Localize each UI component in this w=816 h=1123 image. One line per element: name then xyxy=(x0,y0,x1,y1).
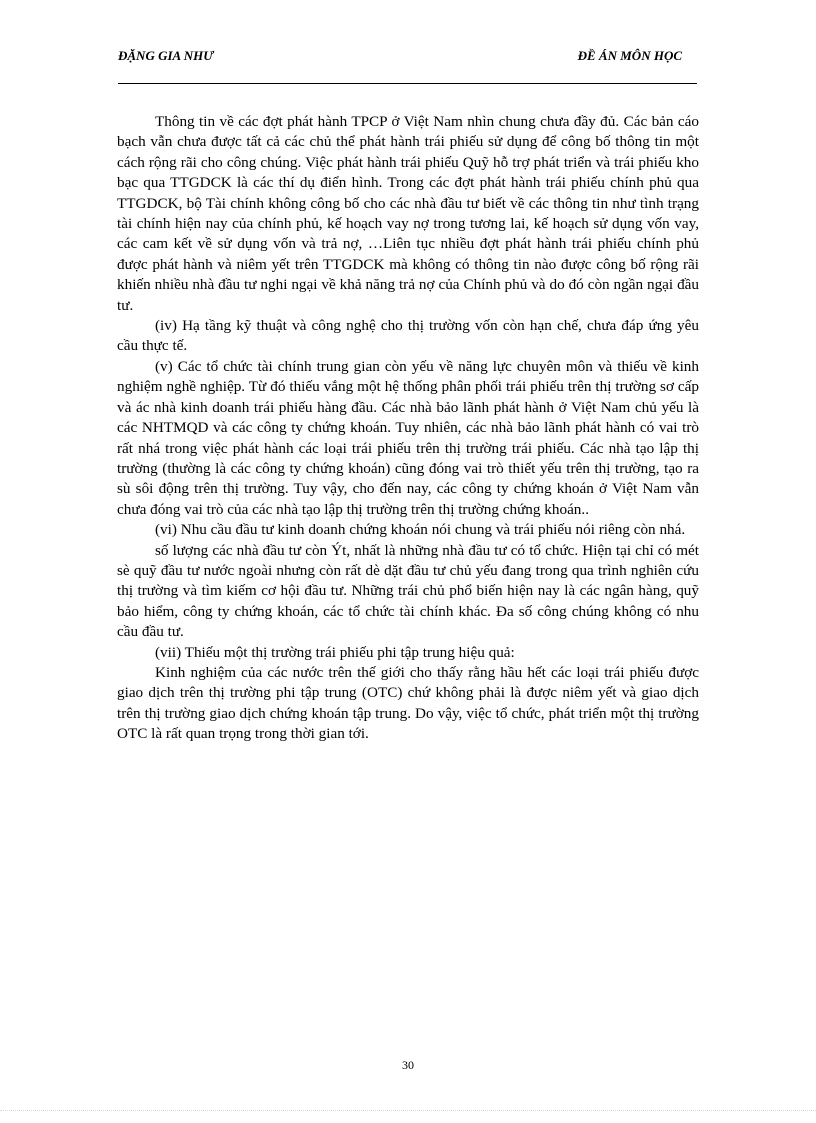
paragraph-otc-heading: (vii) Thiếu một thị trường trái phiếu phi tập trung hiệu quả: xyxy=(155,643,515,661)
page-bottom-border xyxy=(0,1110,816,1111)
paragraph-investors: số lượng các nhà đầu tư còn Ýt, nhất là những nhà đầu tư có tổ chức. Hiện tại chỉ có mét sè quỹ đầu tư nước ngoài nhưng còn rất dè dặt đầu tư chủ yếu đang trong qua trình nghiên cứu thị trường và tìm kiếm cơ hội đầu tư. Những trái chủ phổ biến hiện nay là các ngân hàng, quỹ bảo hiểm, công ty chứng khoán, các tổ chức tài chính khác. Đa số công chúng không có nhu cầu đầu tư. xyxy=(117,541,699,641)
header-author: ĐẶNG GIA NHƯ xyxy=(118,48,214,63)
paragraph-disclosure: Thông tin về các đợt phát hành TPCP ở Việt Nam nhìn chung chưa đầy đủ. Các bản cáo bạch vẫn chưa được tất cả các chủ thể phát hành trái phiếu sử dụng để công bố thông tin một cách rộng rãi cho công chúng. Việc phát hành trái phiếu Quỹ hỗ trợ phát triển và trái phiếu kho bạc qua TTGDCK là các thí dụ điển hình. Trong các đợt phát hành trái phiếu chính phủ qua TTGDCK, bộ Tài chính không công bố cho các nhà đầu tư biết về các thông tin như tình trạng tài chính hiện nay của chính phủ, kế hoạch vay nợ trong tương lai, kế hoạch sử dụng vốn vay, các cam kết về sử dụng vốn và trả nợ, …Liên tục nhiều đợt phát hành trái phiếu chính phủ được phát hành và niêm yết trên TTGDCK mà không có thông tin nào được công bố rộng rãi khiến nhiều nhà đầu tư nghi ngại về khả năng trả nợ của Chính phủ và do đó còn ngần ngại đầu tư. xyxy=(117,113,699,314)
paragraph-intermediaries: (v) Các tổ chức tài chính trung gian còn yếu về năng lực chuyên môn và thiếu về kinh nghiệm nghề nghiệp. Từ đó thiếu vắng một hệ thống phân phối trái phiếu trên thị trường sơ cấp và ác nhà kinh doanh trái phiếu hàng đầu. Các nhà bảo lãnh phát hành ở Việt Nam chủ yếu là các NHTMQD và các công ty chứng khoán. Tuy nhiên, các nhà bảo lãnh phát hành có vai trò rất nhá trong việc phát hành các loại trái phiếu trên thị trường trái phiếu. Các nhà tạo lập thị trường (thường là các công ty chứng khoán) cũng đóng vai trò thiết yếu trên thị trường, tạo ra sù sôi động trên thị trường. Tuy vậy, cho đến nay, các công ty chứng khoán ở Việt Nam vẫn chưa đóng vai trò của các nhà tạo lập thị trường trên thị trường chứng khoán.. xyxy=(117,357,699,518)
page-number: 30 xyxy=(402,1058,414,1072)
body-text xyxy=(117,112,699,745)
page-header xyxy=(118,48,697,68)
paragraph-investment-demand: (vi) Nhu cầu đầu tư kinh doanh chứng khoán nói chung và trái phiếu nói riêng còn nhá. xyxy=(155,521,686,539)
paragraph-infrastructure: (iv) Hạ tầng kỹ thuật và công nghệ cho thị trường vốn còn hạn chế, chưa đáp ứng yêu cầu thực tế. xyxy=(117,317,699,355)
header-doc-type: ĐỀ ÁN MÔN HỌC xyxy=(577,48,682,63)
header-divider xyxy=(118,83,697,84)
paragraph-otc-experience: Kinh nghiệm của các nước trên thế giới cho thấy rằng hầu hết các loại trái phiếu được giao dịch trên thị trường phi tập trung (OTC) chứ không phải là được niêm yết và giao dịch trên thị trường giao dịch chứng khoán tập trung. Do vậy, việc tổ chức, phát triển một thị trường OTC là rất quan trọng trong thời gian tới. xyxy=(117,663,699,743)
